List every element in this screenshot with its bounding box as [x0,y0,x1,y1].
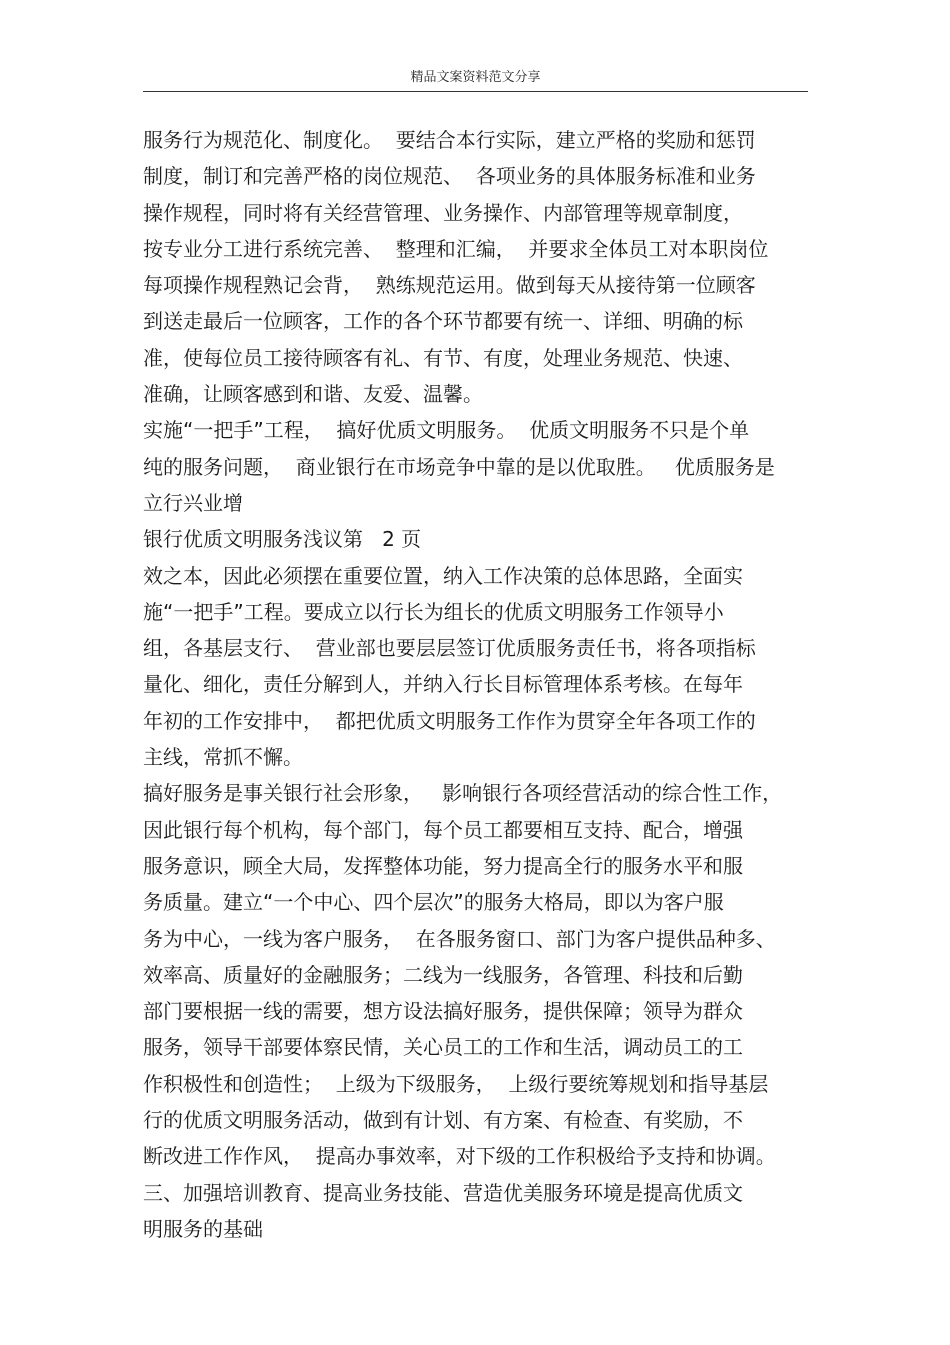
text-line: 年初的工作安排中， 都把优质文明服务工作作为贯穿全年各项工作的 [143,708,756,733]
text-line: 按专业分工进行系统完善、 整理和汇编， 并要求全体员工对本职岗位 [143,236,769,261]
text-line: 服务，领导干部要体察民情，关心员工的工作和生活，调动员工的工 [143,1035,743,1060]
text-line: 服务行为规范化、制度化。 要结合本行实际，建立严格的奖励和惩罚 [143,128,756,152]
text-line: 务为中心，一线为客户服务， 在各服务窗口、部门为客户提供品种多、 [143,926,776,951]
text-line: 准，使每位员工接待顾客有礼、有节、有度，处理业务规范、快速、 [143,345,743,370]
text-line: 效率高、质量好的金融服务；二线为一线服务，各管理、科技和后勤 [143,962,743,987]
document-body [143,126,808,1251]
text-line: 操作规程，同时将有关经营管理、业务操作、内部管理等规章制度， [143,200,743,225]
text-line: 到送走最后一位顾客，工作的各个环节都要有统一、详细、明确的标 [143,309,743,334]
text-line: 施“一把手”工程。要成立以行长为组长的优质文明服务工作领导小 [143,599,724,624]
text-line: 主线，常抓不懈。 [143,745,303,770]
text-line: 效之本，因此必须摆在重要位置，纳入工作决策的总体思路，全面实 [143,563,743,588]
text-line: 量化、细化，责任分解到人，并纳入行长目标管理体系考核。在每年 [143,672,743,697]
page-header: 精品文案资料范文分享 [410,70,541,85]
text-line: 行的优质文明服务活动，做到有计划、有方案、有检查、有奖励，不 [143,1108,743,1133]
text-line: 准确，让顾客感到和谐、友爱、温馨。 [143,382,483,407]
text-line: 实施“一把手”工程， 搞好优质文明服务。 优质文明服务不只是个单 [143,418,750,443]
text-line: 搞好服务是事关银行社会形象， 影响银行各项经营活动的综合性工作， [143,781,783,806]
text-line: 纯的服务问题， 商业银行在市场竞争中靠的是以优取胜。 优质服务是 [143,454,775,479]
page-number-line: 银行优质文明服务浅议第 2 页 [143,527,422,552]
text-line: 部门要根据一线的需要，想方设法搞好服务，提供保障；领导为群众 [143,999,743,1024]
text-line: 服务意识，顾全大局，发挥整体功能，努力提高全行的服务水平和服 [143,853,743,878]
text-line: 组，各基层支行、 营业部也要层层签订优质服务责任书，将各项指标 [143,636,756,661]
section-heading-line: 三、加强培训教育、提高业务技能、营造优美服务环境是提高优质文 [143,1180,743,1205]
text-line: 制度，制订和完善严格的岗位规范、 各项业务的具体服务标准和业务 [143,164,756,189]
text-line: 务质量。建立“一个中心、四个层次”的服务大格局，即以为客户服 [143,890,724,915]
text-line: 因此银行每个机构，每个部门，每个员工都要相互支持、配合，增强 [143,817,743,842]
text-line: 断改进工作作风， 提高办事效率，对下级的工作积极给予支持和协调。 [143,1144,776,1169]
header-divider [143,91,808,92]
text-line: 立行兴业增 [143,490,243,515]
text-line: 每项操作规程熟记会背， 熟练规范运用。做到每天从接待第一位顾客 [143,273,756,298]
text-line: 作积极性和创造性； 上级为下级服务， 上级行要统筹规划和指导基层 [143,1071,769,1096]
section-heading-line: 明服务的基础 [143,1216,263,1241]
